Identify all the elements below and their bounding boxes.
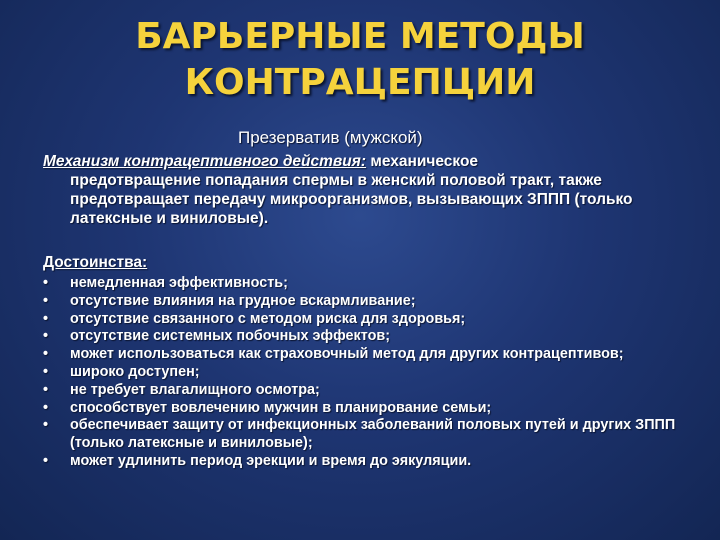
slide-title-line-1: БАРЬЕРНЫЕ МЕТОДЫ [135, 16, 585, 57]
list-item [43, 382, 711, 400]
bullet-icon: • [43, 292, 49, 309]
bullet-icon: • [43, 452, 49, 469]
list-item [43, 417, 711, 453]
list-item-text: отсутствие связанного с методом риска для здоровья; [70, 310, 466, 327]
list-item-text: обеспечивает защиту от инфекционных заболеваний половых путей и других ЗППП (только латексные и виниловые); [70, 417, 676, 452]
subtitle: Презерватив (мужской) [238, 128, 423, 147]
list-item-text: немедленная эффективность; [70, 275, 288, 291]
list-item [43, 328, 711, 346]
list-item [43, 346, 711, 364]
bullet-icon: • [43, 399, 49, 416]
list-item-text: может удлинить период эрекции и время до эякуляции. [70, 452, 472, 469]
list-item [43, 364, 711, 382]
bullet-icon: • [43, 346, 49, 363]
list-item [43, 311, 711, 329]
bullet-icon: • [43, 328, 49, 345]
advantages-list [43, 275, 711, 471]
list-item-text: отсутствие системных побочных эффектов; [70, 328, 390, 345]
bullet-icon: • [43, 363, 49, 380]
mechanism-first-line [43, 152, 708, 171]
list-item [43, 293, 711, 311]
mechanism-paragraph [43, 152, 708, 228]
slide-title-line-2: КОНТРАЦЕПЦИИ [184, 62, 536, 103]
mechanism-rest-text: предотвращение попадания спермы в женский половой тракт, также предотвращает передачу микроорганизмов, вызывающих ЗППП (только латексные и виниловые). [70, 172, 633, 227]
mechanism-first-text: механическое [366, 153, 479, 170]
slide-title [0, 14, 720, 106]
list-item [43, 453, 711, 471]
mechanism-label: Механизм контрацептивного действия: [43, 153, 367, 170]
bullet-icon: • [43, 381, 49, 398]
list-item-text: не требует влагалищного осмотра; [70, 381, 320, 398]
list-item [43, 275, 711, 293]
list-item [43, 400, 711, 418]
list-item-text: способствует вовлечению мужчин в планирование семьи; [70, 399, 492, 416]
list-item-text: широко доступен; [70, 363, 200, 380]
list-item-text: отсутствие влияния на грудное вскармливание; [70, 292, 416, 309]
advantages-heading: Достоинства: [43, 254, 148, 271]
bullet-icon: • [43, 310, 49, 327]
bullet-icon: • [43, 417, 49, 434]
list-item-text: может использоваться как страховочный метод для других контрацептивов; [70, 346, 624, 363]
bullet-icon: • [43, 275, 49, 291]
